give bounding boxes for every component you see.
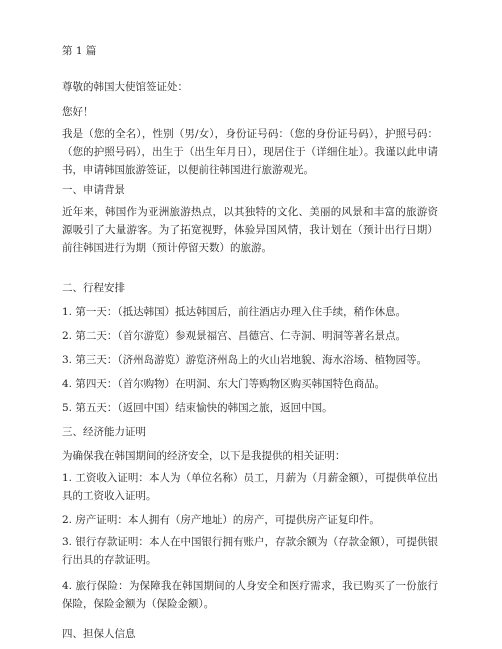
section-1-heading: 一、申请背景 [62,184,125,196]
section-1-body: 近年来，韩国作为亚洲旅游热点，以其独特的文化、美丽的风景和丰富的旅游资源吸引了大量游客。为了拓宽视野，体验异国风情，我计划在（预计出行日期）前往韩国进行为期（预计停留天数）的旅游。 [62,206,438,254]
itinerary-item: 5. 第五天：（返回中国）结束愉快的韩国之旅，返回中国。 [62,402,333,414]
greeting: 您好！ [62,106,94,118]
part-label: 第 1 篇 [62,45,97,57]
proof-item: 3. 银行存款证明：本人在中国银行拥有账户，存款余额为（存款金额），可提供银行出具的存款证明。 [62,536,438,566]
section-3-intro: 为确保我在韩国期间的经济安全，以下是我提供的相关证明： [62,450,346,462]
itinerary-item: 2. 第二天：（首尔游览）参观景福宫、昌德宫、仁寺洞、明洞等著名景点。 [62,330,407,342]
proof-item: 4. 旅行保险：为保障我在韩国期间的人身安全和医疗需求，我已购买了一份旅行保险，保险金额为（保险金额）。 [62,580,438,610]
section-2-heading: 二、行程安排 [62,282,125,294]
proof-item: 2. 房产证明：本人拥有（房产地址）的房产，可提供房产证复印件。 [62,514,380,526]
itinerary-item: 1. 第一天：（抵达韩国）抵达韩国后，前往酒店办理入住手续，稍作休息。 [62,306,407,318]
salutation: 尊敬的韩国大使馆签证处： [62,81,188,93]
intro-paragraph: 我是（您的全名），性别（男/女），身份证号码：（您的身份证号码），护照号码：（您的护照号码），出生于（出生年月日），现居住于（详细住址）。我谨以此申请书，申请韩国旅游签证，以便前往韩国进行旅游观光。 [62,128,438,176]
proof-item: 1. 工资收入证明：本人为（单位名称）员工，月薪为（月薪金额），可提供单位出具的工资收入证明。 [62,472,438,502]
itinerary-item: 4. 第四天：（首尔购物）在明洞、东大门等购物区购买韩国特色商品。 [62,378,386,390]
section-3-heading: 三、经济能力证明 [62,426,146,438]
section-4-heading: 四、担保人信息 [62,628,136,640]
itinerary-item: 3. 第三天：（济州岛游览）游览济州岛上的火山岩地貌、海水浴场、植物园等。 [62,354,428,366]
